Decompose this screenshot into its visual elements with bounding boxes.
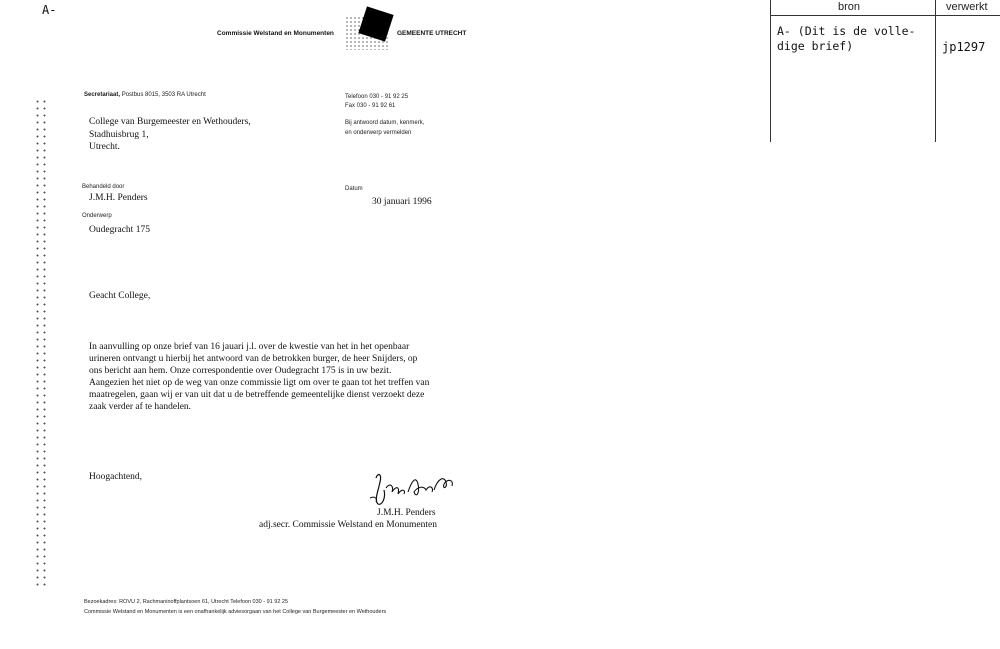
footer-visit-address: Bezoekadres: ROVU 2, Rachmaninoffplantsoen 61, Utrecht Telefoon 030 - 91 92 25: [84, 599, 289, 605]
body-line-1: In aanvulling op onze brief van 16 jauari j.l. over de kwestie van het in het openbaar: [89, 342, 410, 352]
body-line-4: Aangezien het niet op de weg van onze commissie ligt om over te gaan tot het treffen van: [89, 378, 430, 388]
reference-note-1: Bij antwoord datum, kenmerk,: [345, 120, 425, 126]
subject-value: Oudegracht 175: [89, 225, 150, 235]
recipient-line-1: College van Burgemeester en Wethouders,: [89, 117, 251, 127]
signature-name: J.M.H. Penders: [377, 508, 436, 518]
reference-note-2: en onderwerp vermelden: [345, 130, 412, 136]
recipient-line-2: Stadhuisbrug 1,: [89, 130, 149, 140]
letterhead-city-name: GEMEENTE UTRECHT: [397, 30, 467, 37]
table-header-rule: [770, 15, 1000, 16]
subject-label: Onderwerp: [82, 213, 112, 219]
recipient-line-3: Utrecht.: [89, 142, 120, 152]
signature-title: adj.secr. Commissie Welstand en Monumenten: [259, 520, 437, 530]
closing: Hoogachtend,: [89, 472, 143, 482]
handled-by-value: J.M.H. Penders: [89, 193, 148, 203]
body-line-5: maatregelen, gaan wij er van uit dat u de betreffende gemeentelijke dienst verzoekt deze: [89, 390, 425, 400]
table-header-source: bron: [838, 1, 861, 13]
table-source-line-1: A- (Dit is de volle-: [777, 24, 916, 38]
body-line-3: ons bericht aan hem. Onze correspondentie over Oudegracht 175 is in uw bezit.: [89, 366, 392, 376]
secretariaat-line: [84, 92, 206, 98]
table-processed-value: jp1297: [942, 40, 986, 54]
salutation: Geacht College,: [89, 291, 151, 301]
table-header-processed: verwerkt: [946, 1, 988, 13]
secretariaat-label: Secretariaat,: [84, 92, 121, 98]
table-column-divider: [935, 0, 936, 142]
footer-disclaimer: Commissie Welstand en Monumenten is een onafhankelijk adviesorgaan van het College van Burgemeester en Wethouders: [84, 609, 387, 615]
body-line-6: zaak verder af te handelen.: [89, 402, 192, 412]
date-label: Datum: [345, 186, 363, 192]
fax-line: Fax 030 - 91 92 61: [345, 103, 396, 109]
secretariaat-address: Postbus 8015, 3503 RA Utrecht: [121, 92, 206, 98]
table-left-border: [770, 0, 771, 142]
table-source-line-2: dige brief): [777, 39, 854, 53]
telephone-line: Telefoon 030 - 91 92 25: [345, 94, 409, 100]
letterhead-org-name: Commissie Welstand en Monumenten: [217, 30, 334, 37]
handled-by-label: Behandeld door: [82, 184, 125, 190]
corner-mark: A-: [42, 3, 57, 17]
body-line-2: urineren ontvangt u hierbij het antwoord van de betrokken burger, de heer Snijders, op: [89, 354, 418, 364]
date-value: 30 januari 1996: [372, 197, 432, 207]
handwritten-signature: [368, 468, 458, 512]
margin-dots: [34, 98, 48, 588]
